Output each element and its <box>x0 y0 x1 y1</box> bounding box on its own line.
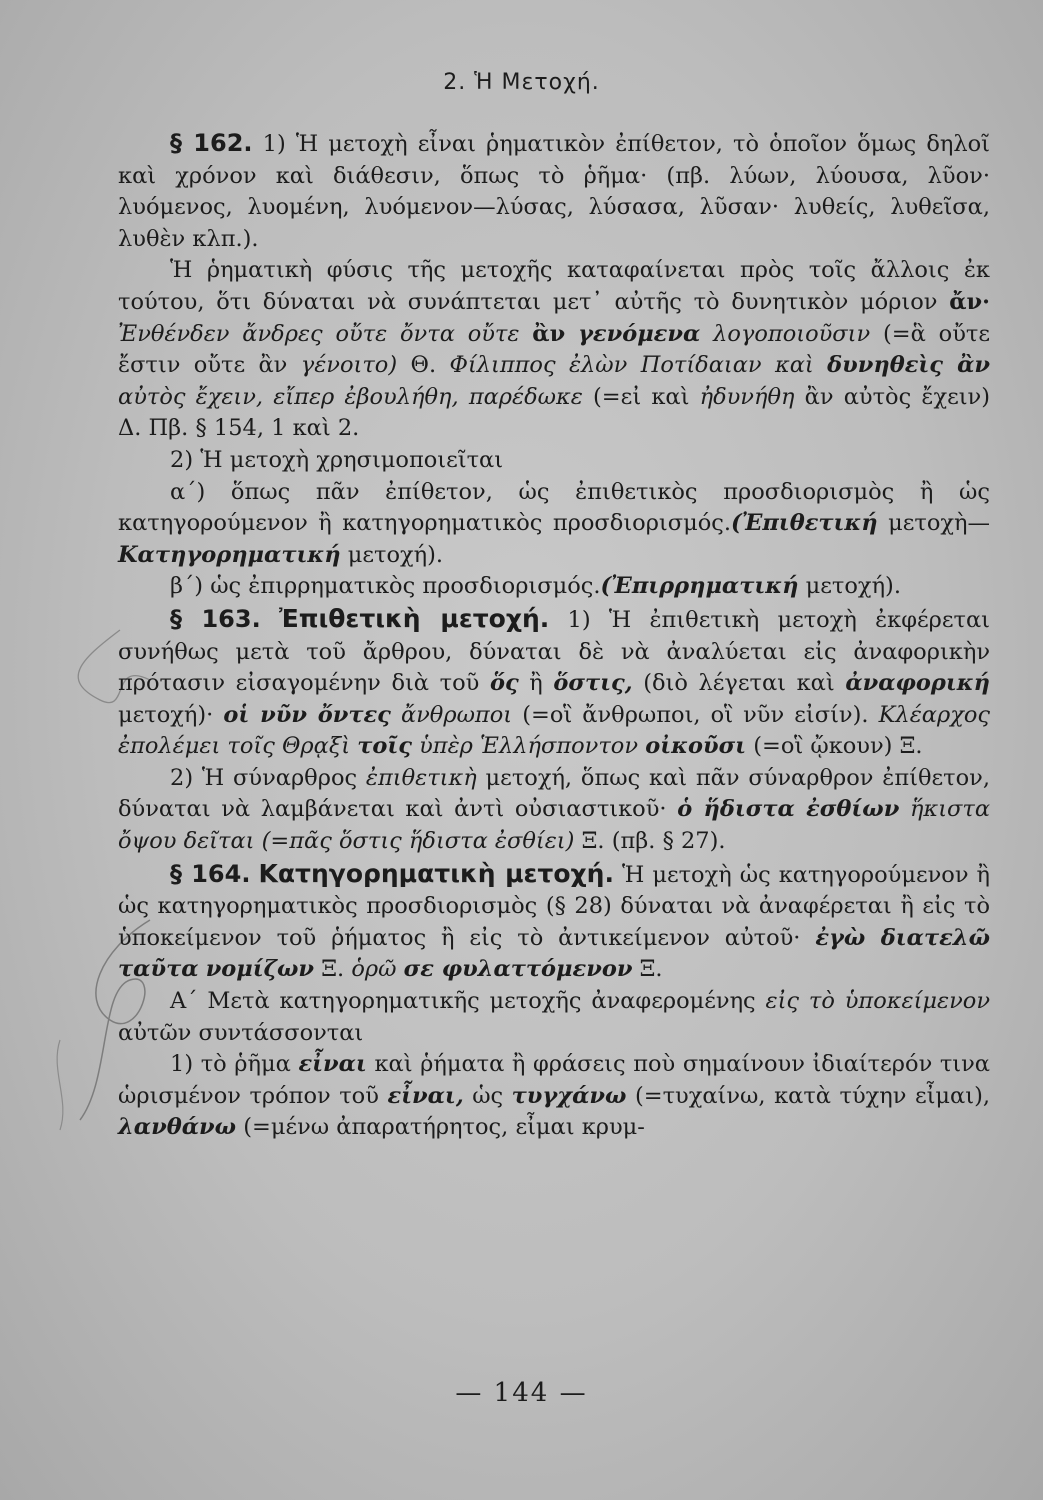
text-run: εἶναι, <box>387 1082 464 1109</box>
text-run: (Ἐπιθετική <box>731 510 878 537</box>
text-run: (=οἳ ἄνθρωποι, οἳ νῦν εἰσίν). <box>522 701 869 728</box>
text-run: Ἡ μετοχὴ ὡς κατηγορούμενον ἢ ὡς κατηγορηματικὸς προσδιορισμὸς (§ 28) δύναται νὰ ἀναφέρεται ἢ εἰς τὸ ὑποκείμενον τοῦ ῥήματος ἢ εἰς τὸ ἀντικείμενον αὐτοῦ· <box>118 861 991 951</box>
text-run: ἠδυνήθη <box>699 383 795 410</box>
text-run: μετοχή, ὅπως καὶ πᾶν σύναρθρον ἐπίθετον, δύναται νὰ λαμβάνεται καὶ ἀντὶ οὐσιαστικοῦ· <box>118 764 991 823</box>
text-run: Ξ. <box>321 956 345 983</box>
paragraph-162-2 <box>118 255 990 445</box>
section-heading-163: Ἐπιθετικὴ μετοχή. <box>278 603 550 633</box>
running-head: 2. Ἡ Μετοχή. <box>443 70 600 95</box>
text-run: ἐπιθετικὴ <box>365 764 477 791</box>
paragraph-163-1 <box>118 603 990 763</box>
text-run: αὐτῶν συντάσσονται <box>118 1019 364 1046</box>
text-run: (Ἐπιρρηματική <box>600 573 799 600</box>
section-heading-164: Κατηγορηματικὴ μετοχή. <box>258 858 614 888</box>
text-run: Κλέαρχος ἐπολέμει τοῖς Θρᾳξὶ <box>118 701 990 760</box>
text-run: οἰκοῦσι <box>645 733 747 760</box>
text-run: (=ἃ οὔτε ἔστιν οὔτε ἂν <box>118 320 990 379</box>
text-run: 1) Ἡ μετοχὴ εἶναι ῥηματικὸν ἐπίθετον, τὸ ὁποῖον ὅμως δηλοῖ καὶ χρόνον καὶ διάθεσιν, ὅπως τὸ ῥῆμα· (πβ. λύων, λύουσα, λῦον· λυόμενος, λυομένη, λυόμενον—λύσας, λύσασα, λῦσαν· λυθείς, λυθεῖσα, λυθὲν κλπ.). <box>118 131 990 252</box>
text-run: Ξ. (πβ. § 27). <box>581 828 726 855</box>
text-run: μετοχή). <box>805 573 901 600</box>
text-run: (διὸ λέγεται καὶ <box>643 670 835 697</box>
page-number: — 144 — <box>455 1378 588 1408</box>
text-run: α΄) ὅπως πᾶν ἐπίθετον, ὡς ἐπιθετικὸς προσδιορισμὸς ἢ ὡς κατηγορούμενον ἢ κατηγορηματικὸς προσδιορισμός. <box>118 478 990 537</box>
text-run: Θ. <box>410 352 437 379</box>
text-run: (=μένω ἀπαρατήρητος, εἶμαι κρυμ- <box>243 1114 645 1141</box>
paragraph-162-1 <box>118 128 990 255</box>
paragraph-162-5 <box>118 571 990 603</box>
text-run: μετοχή)· <box>118 701 214 728</box>
text-run: (=οἳ ᾤκουν) Ξ. <box>753 733 923 760</box>
text-run: 2) Ἡ σύναρθρος <box>170 764 358 791</box>
text-run: (=πᾶς ὅστις ἥδιστα ἐσθίει) <box>261 828 575 855</box>
text-run: Φίλιππος ἐλὼν Ποτίδαιαν καὶ <box>449 352 814 379</box>
paragraph-164-1 <box>118 858 990 986</box>
text-run: ὅστις, <box>553 670 633 697</box>
text-run: δυνηθεὶς ἂν <box>827 352 990 379</box>
text-run: λανθάνω <box>118 1114 237 1141</box>
text-run: Ἡ ῥηματικὴ φύσις τῆς μετοχῆς καταφαίνεται πρὸς τοῖς ἄλλοις ἐκ τούτου, ὅτι δύναται νὰ συνάπτεται μετ᾽ αὐτῆς τὸ δυνητικὸν μόριον <box>118 257 990 315</box>
text-run: Ξ. <box>639 956 663 983</box>
text-run: οἱ νῦν ὄντες <box>223 701 391 728</box>
text-run: ὁρῶ <box>351 956 397 983</box>
text-run: εἶναι <box>298 1051 367 1078</box>
text-run: ὅς <box>489 670 519 697</box>
text-run: ἂν <box>532 320 566 347</box>
text-run: μετοχή). <box>347 541 444 568</box>
text-run: ἂν αὐτὸς ἔχειν) <box>804 383 991 410</box>
text-run: ὡς <box>472 1082 504 1109</box>
text-run: ἥκιστα ὄψου δεῖται <box>118 796 991 855</box>
text-run: ἄνθρωποι <box>400 701 513 728</box>
paragraph-163-2 <box>118 763 990 858</box>
paragraph-162-3: 2) Ἡ μετοχὴ χρησιμοποιεῖται <box>170 446 504 473</box>
text-run: β΄) ὡς ἐπιρρηματικὸς προσδιορισμός. <box>170 573 601 600</box>
text-run: 1) τὸ ῥῆμα <box>170 1051 291 1078</box>
text-run: γένοιτο) <box>300 352 398 379</box>
text-run: Α΄ Μετὰ κατηγορηματικῆς μετοχῆς ἀναφερομένης <box>170 988 756 1015</box>
text-run: Κατηγορηματική <box>118 541 341 568</box>
paragraph-164-2 <box>118 986 990 1049</box>
text-run: καὶ ῥήματα ἢ φράσεις ποὺ σημαίνουν ἰδιαίτερόν τινα ὡρισμένον τρόπον τοῦ <box>118 1051 990 1109</box>
text-run: (=εἰ καὶ <box>593 383 690 410</box>
text-run: ὁ ἥδιστα ἐσθίων <box>677 796 900 823</box>
text-run: ἀναφορική <box>845 670 990 697</box>
text-run: γενόμενα <box>578 320 701 347</box>
text-run: νομίζων <box>205 956 315 983</box>
text-run: ὑπὲρ Ἑλλήσποντον <box>419 733 639 760</box>
text-run: 1) Ἡ ἐπιθετικὴ μετοχὴ ἐκφέρεται συνήθως μετὰ τοῦ ἄρθρου, δύναται δὲ νὰ ἀναλύεται εἰς ἀναφορικὴν πρότασιν εἰσαγομένην διὰ τοῦ <box>118 606 990 697</box>
section-number-163: § 163. <box>170 604 261 633</box>
text-run: εἰς τὸ ὑποκείμενον <box>765 988 990 1015</box>
text-run: ἢ <box>529 670 543 697</box>
text-run: τυγχάνω <box>511 1082 627 1109</box>
text-run: αὐτὸς ἔχειν, εἴπερ ἐβουλήθη, παρέδωκε <box>118 383 583 410</box>
text-run: μετοχὴ— <box>888 510 990 537</box>
text-run: ἐγὼ διατελῶ ταῦτα <box>118 924 991 983</box>
paragraph-164-3 <box>118 1049 990 1144</box>
text-run: λογοποιοῦσιν <box>713 320 871 347</box>
text-run: Δ. Πβ. § 154, 1 καὶ 2. <box>118 415 360 442</box>
text-run: Ἐνθένδεν ἄνδρες οὔτε ὄντα οὔτε <box>118 320 520 347</box>
text-run: σε φυλαττόμενον <box>403 956 633 983</box>
text-run: ἄν· <box>949 288 990 315</box>
section-number-162: § 162. <box>170 129 253 157</box>
text-run: (=τυχαίνω, κατὰ τύχην εἶμαι), <box>634 1082 990 1109</box>
page-body <box>118 128 990 1144</box>
section-number-164: § 164. <box>170 859 251 888</box>
text-run: τοῖς <box>357 733 412 760</box>
paragraph-162-4 <box>118 477 990 572</box>
